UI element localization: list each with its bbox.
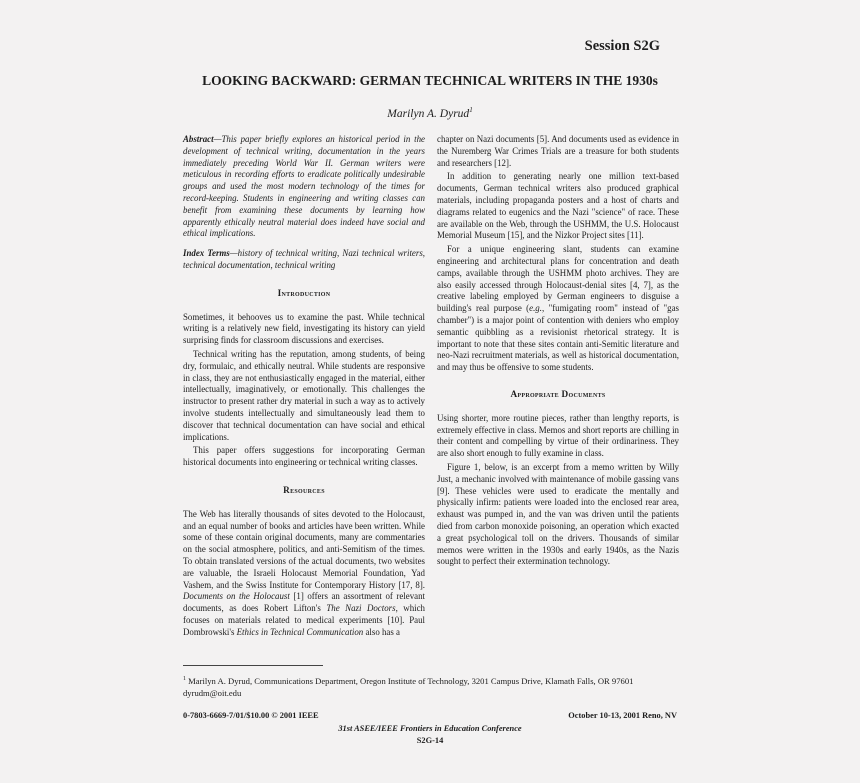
intro-paragraph-2: Technical writing has the reputation, among students, of being dry, formulaic, and ethically neutral. While students are responsive in class, they are not enthusiastically engaged in the material, either intellectually, imaginatively, or emotionally. This challenges the instructor to present rather dry material in such a way as to actively involve students intellectually and simultaneously lead them to discover that technical documentation can have social and ethical implications.	[183, 348, 425, 442]
introduction-heading: Introduction	[277, 287, 331, 298]
index-terms-text: —history of technical writing, Nazi technical writers, technical documentation, technical writing	[183, 248, 425, 270]
resources-text-d: also has a	[363, 626, 400, 637]
footnote	[183, 673, 683, 699]
appropriate-documents-heading: Appropriate Documents	[510, 388, 606, 399]
footnote-divider	[183, 665, 323, 666]
author	[0, 106, 860, 120]
resources-text-c: , which focuses on materials related to medical experiments [10]. Paul Dombrowski's	[183, 603, 425, 637]
author-name: Marilyn A. Dyrud	[387, 107, 470, 120]
abstract-text: —This paper briefly explores an historical period in the development of technical writing, documentation in the years immediately preceding World War II. German writers were meticulous in recording efforts to eradicate politically undesirable groups and used the most modern technology of the times for record-keeping. Students in engineering and writing classes can benefit from examining these documents by learning how apparently ethically neutral material does indeed have social and ethical implications.	[183, 134, 425, 239]
right-paragraph-2: In addition to generating nearly one million text-based documents, German technical writers also produced graphical materials, including propaganda posters and a host of charts and diagrams related to eugenics and the Nazi "science" of race. These are available on the Web, through the USHMM, the U.S. Holocaust Memorial Museum [15], and the Nizkor Project sites [11].	[437, 171, 679, 241]
index-terms-lead: Index Terms	[183, 248, 230, 259]
resources-heading: Resources	[283, 484, 325, 495]
author-footnote-mark: 1	[469, 106, 473, 114]
right-paragraph-1: chapter on Nazi documents [5]. And documents used as evidence in the Nuremberg War Crimes Trials are a treasure for both students and researchers [12].	[437, 134, 679, 168]
right-column	[437, 134, 679, 570]
page-number: S2G-14	[416, 736, 444, 745]
paper-title: LOOKING BACKWARD: GERMAN TECHNICAL WRITERS IN THE 1930s	[202, 73, 658, 88]
intro-paragraph-1: Sometimes, it behooves us to examine the past. While technical writing is a relatively new field, investigating its history can yield surprising finds for classroom discussions and exercises.	[183, 311, 425, 346]
footer-copyright: 0-7803-6669-7/01/$10.00 © 2001 IEEE	[183, 711, 319, 720]
session-label: Session S2G	[584, 38, 660, 54]
right-p3-text-a: For a unique engineering slant, students can examine engineering and architectural plans for concentration and death camps, available through the USHMM photo archives. They are also easily accessed through Holocaust-denial sites [4, 7], as the creative labeling employed by German engineers to disguise a building's real purpose (	[437, 244, 679, 314]
resources-text-b: [1] offers an assortment of relevant documents, as does Robert Lifton's	[183, 591, 425, 614]
intro-paragraph-3: This paper offers suggestions for incorporating German historical documents into engineering or technical writing classes.	[183, 445, 425, 468]
left-column	[183, 134, 425, 640]
right-paragraph-5: Figure 1, below, is an excerpt from a memo written by Willy Just, a mechanic involved with maintenance of mobile gassing vans [9]. These vehicles were used to eradicate the mentally and physically infirm: patients were loaded into the enclosed rear area, exhaust was pumped in, and the van was driven until the patients died from carbon monoxide poisoning, an operation which exacted a great psychological toll on the drivers. Thousands of similar memos were written in the 1930s and early 1940s, as the Nazis sought to perfect their extermination technology.	[437, 461, 679, 567]
resources-citation-2: The Nazi Doctors	[326, 603, 396, 614]
abstract	[183, 134, 425, 240]
abstract-lead: Abstract	[183, 134, 214, 144]
footer-date-location: October 10-13, 2001 Reno, NV	[568, 711, 677, 720]
resources-citation-3: Ethics in Technical Communication	[236, 626, 364, 637]
footnote-mark: 1	[183, 676, 186, 682]
footer-conference: 31st ASEE/IEEE Frontiers in Education Conference	[338, 724, 522, 733]
right-p3-text-b: , "fumigating room" instead of "gas chamber") is a major point of contention with deniers who employ semantic quibbling as a revisionist rhetorical strategy. It is important to note that these sites contain anti-Semitic literature and neo-Nazi recruitment materials, as well as historical documentation, and may thus be offensive to some students.	[437, 303, 679, 373]
right-paragraph-4: Using shorter, more routine pieces, rather than lengthy reports, is extremely effective in class. Memos and short reports are chilling in their content and compelling by virtue of their ordinariness. They are also short enough to fully examine in class.	[437, 412, 679, 459]
resources-citation-1: Documents on the Holocaust	[183, 591, 290, 602]
right-p3-eg: e.g.	[529, 303, 542, 314]
footnote-text: Marilyn A. Dyrud, Communications Department, Oregon Institute of Technology, 3201 Campus Drive, Klamath Falls, OR 97601 dyrudm@oit.edu	[183, 675, 634, 698]
index-terms	[183, 248, 425, 272]
resources-text-a: The Web has literally thousands of sites devoted to the Holocaust, and an equal number of books and articles have been written. While some of these contain original documents, many are commentaries on the social atmosphere, politics, and anti-Semitism of the times. To obtain translated versions of the actual documents, two websites are valuable, the Israeli Holocaust Memorial Foundation, Yad Vashem, and the Swiss Institute for Contemporary History [17, 8].	[183, 508, 425, 590]
right-paragraph-3	[437, 244, 679, 374]
resources-paragraph-1	[183, 509, 425, 639]
